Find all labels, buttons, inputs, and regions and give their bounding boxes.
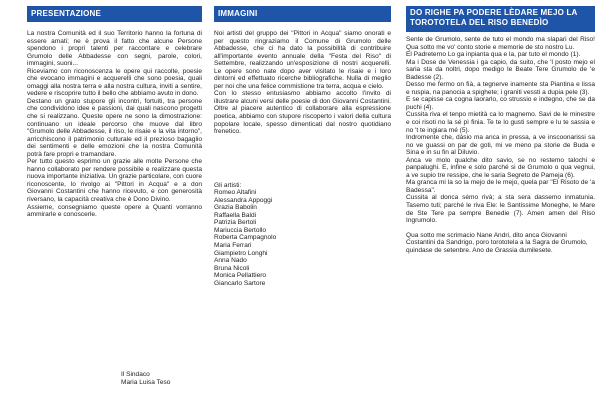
do-righe-text [406, 36, 595, 254]
artist-name: Romeo Altafini [214, 189, 257, 197]
paragraph: E se capisse ca cogna laorarlo, co strussio e indegno, che se da puchi (4). [406, 96, 595, 111]
paragraph: El Padreterno Lo ga inpianta qua e la, par tuto el mondo (1). [406, 51, 581, 59]
paragraph: Assieme, consegniamo queste opere a Quanti vorranno ammirarle e conoscerle. [27, 203, 202, 219]
column-do-righe [406, 6, 595, 254]
artist-name: Mariuccia Bertollo [214, 226, 267, 234]
artists-list [214, 182, 391, 288]
signature-title: Il Sindaco [121, 371, 150, 378]
paragraph: Con lo stesso entusiasmo abbiamo accolto l'invito di illustrare alcuni versi delle poesie di don Giovanni Costantini. Oltre al piacere autentico di collaborare alla espressione poetica, abbiamo con stupore riscoperto i valori della cultura popolare locale, spesso dimenticati dal nostro quotidiano frenetico. [214, 90, 391, 136]
paragraph: Ma granca mi la so la mejo de le mejo, quela par "El Risoto de 'a Badessa". [406, 179, 595, 194]
artist-name: Alessandra Appoggi [214, 196, 273, 204]
column-immagini [214, 6, 391, 287]
paragraph: Indromente che, dàsio ma anca in pressa, a ve inscoonarissi sa no ve guassi on par de goti, mi ve meno pa storie de Buda e Sina e in su fin al Diluvio. [406, 134, 595, 157]
paragraph: Noi artisti del gruppo dei "Pittori in Acqua" siamo onorati e per questo ringraziamo il Comune di Grumolo delle Abbadesse, che ci ha dato la possibilità di contribuire all'importante evento annuale della "Festa del Riso" di Settembre, realizzando un'esposizione di nostri acquerelli. Le opere sono nate dopo aver visitato le risaie e i loro dintorni ed effettuato ricerche bibliografiche. Nulla di meglio per noi che una felice commistione tra terra, acqua e cielo. [214, 30, 391, 90]
artist-name: Maria Ferrari [214, 242, 252, 250]
paragraph: Cussita riva el tenpo mietità ca lo magnemo. Savi de le minestre e coi risoti no la sé pì finia. Te te lo gusti sempre e lu te sassia e no 't te ingiara mé (5). [406, 111, 595, 134]
artist-name: Raffaella Baldi [214, 211, 257, 219]
paragraph: Cussita al donca sémo rivà; a sta sera dassemo inmatunia. Tasemo tuti; parché le riva Ele: le Santissime Moneghe, le Mare de Ste Tere pa sempre Benedie (7). Amen amen del Riso Ingrumolo. [406, 194, 595, 225]
paragraph: Anca ve molo qualche dito savio, se no restemo talochi e panpalughi. E, infine e solo parché si de Grumolo o qua vegnui, a ve supio tre ressipe, che le saria Segreto de Pameja (6). [406, 156, 595, 179]
signature-name: Maria Luisa Teso [121, 379, 171, 386]
section-header-do-righe: DO RIGHE PA PODERE LÈDARE MEJO LA TOROTOTELA DEL RISO BENEDÌO [406, 6, 595, 32]
artist-name: Bruna Nicoli [214, 264, 250, 272]
artist-name: Patrizia Bertoli [214, 219, 257, 227]
artist-name: Roberta Campagnolo [214, 234, 277, 242]
artist-name: Grazia Babolin [214, 204, 257, 212]
paragraph: Sente de Grumolo, sente de tuto el mondo ma slapari del Riso! Qua sotto me vo' conto storie e memorie de sto nostro Lu. [406, 36, 595, 51]
paragraph: La nostra Comunità ed il suo Territorio hanno la fortuna di essere amati; ne è prova il fatto che alcune Persone spendono i propri talenti per raccontare e celebrare Grumolo delle Abbadesse con segni, parole, colori, immagini, suoni... [27, 30, 202, 68]
artist-name: Anna Nado [214, 257, 247, 265]
paragraph: Desso me fermo on fià, a tegnerve inamente sta Piantina e lissa e ruspia, na panocia a spighete; i graniti vessti a dupia pele (3). [406, 81, 595, 96]
artist-name: Giancarlo Sartore [214, 279, 266, 287]
artist-name: Monica Pellattiero [214, 272, 267, 280]
column-presentazione [27, 6, 202, 219]
section-header-immagini: IMMAGINI [214, 6, 391, 22]
signature [121, 371, 170, 387]
paragraph: Destano un grato stupore gli incontri, fortuiti, tra persone che condividono idee e passioni, dai quali nascono progetti che si realizzano. Queste opere ne sono la dimostrazione: continuano un ideale percorso che muove dal libro "Grumolo delle Abbadesse, il riso, le risaie e la vita intorno", arricchiscono il patrimonio culturale ed il prezioso bagaglio dei sentimenti e delle emozioni che la nostra Comunità potrà fare propri e tramandare. [27, 97, 202, 158]
section-header-presentazione: PRESENTAZIONE [27, 6, 202, 22]
artists-label: Gli artisti: [214, 181, 242, 189]
artist-name: Giampietro Longhi [214, 249, 268, 257]
presentazione-text [27, 30, 202, 219]
paragraph: Per tutto questo esprimo un grazie alle molte Persone che hanno collaborato per rendere possibile e realizzare questa nuova importante iniziativa. Un grazie particolare, con cuore riconoscente, lo rivolgo ai "Pittori in Acqua" e a don Giovanni Costantini che hanno ricevuto, e con generosità riversano, la capacità creativa che è Dono Divino. [27, 158, 202, 204]
immagini-text [214, 30, 391, 136]
closing-paragraph: Qua sotto me scrimacio Nane Andri, dito anca Giovanni Costantini da Sandrigo, poro torototela a la Sagra de Grumolo, quindase de setenbre. Ano de Grassia dumilesete. [406, 231, 588, 254]
paragraph: Riceviamo con riconoscenza le opere qui raccolte, poesie che evocano immagini e acquerelli che sono poesia, quali omaggi alla nostra terra e alla nostra cultura, inviti a sentire, vedere e riscoprire tutto il bello che abbiamo avuto in dono. [27, 67, 202, 98]
paragraph: Ma i Dose de Venessia i ga capio, da suito, che 'l posto mejo el saria sta da noltri, dopo medigo le Beate Tere Grumolo de 'e Badesse (2). [406, 58, 595, 81]
